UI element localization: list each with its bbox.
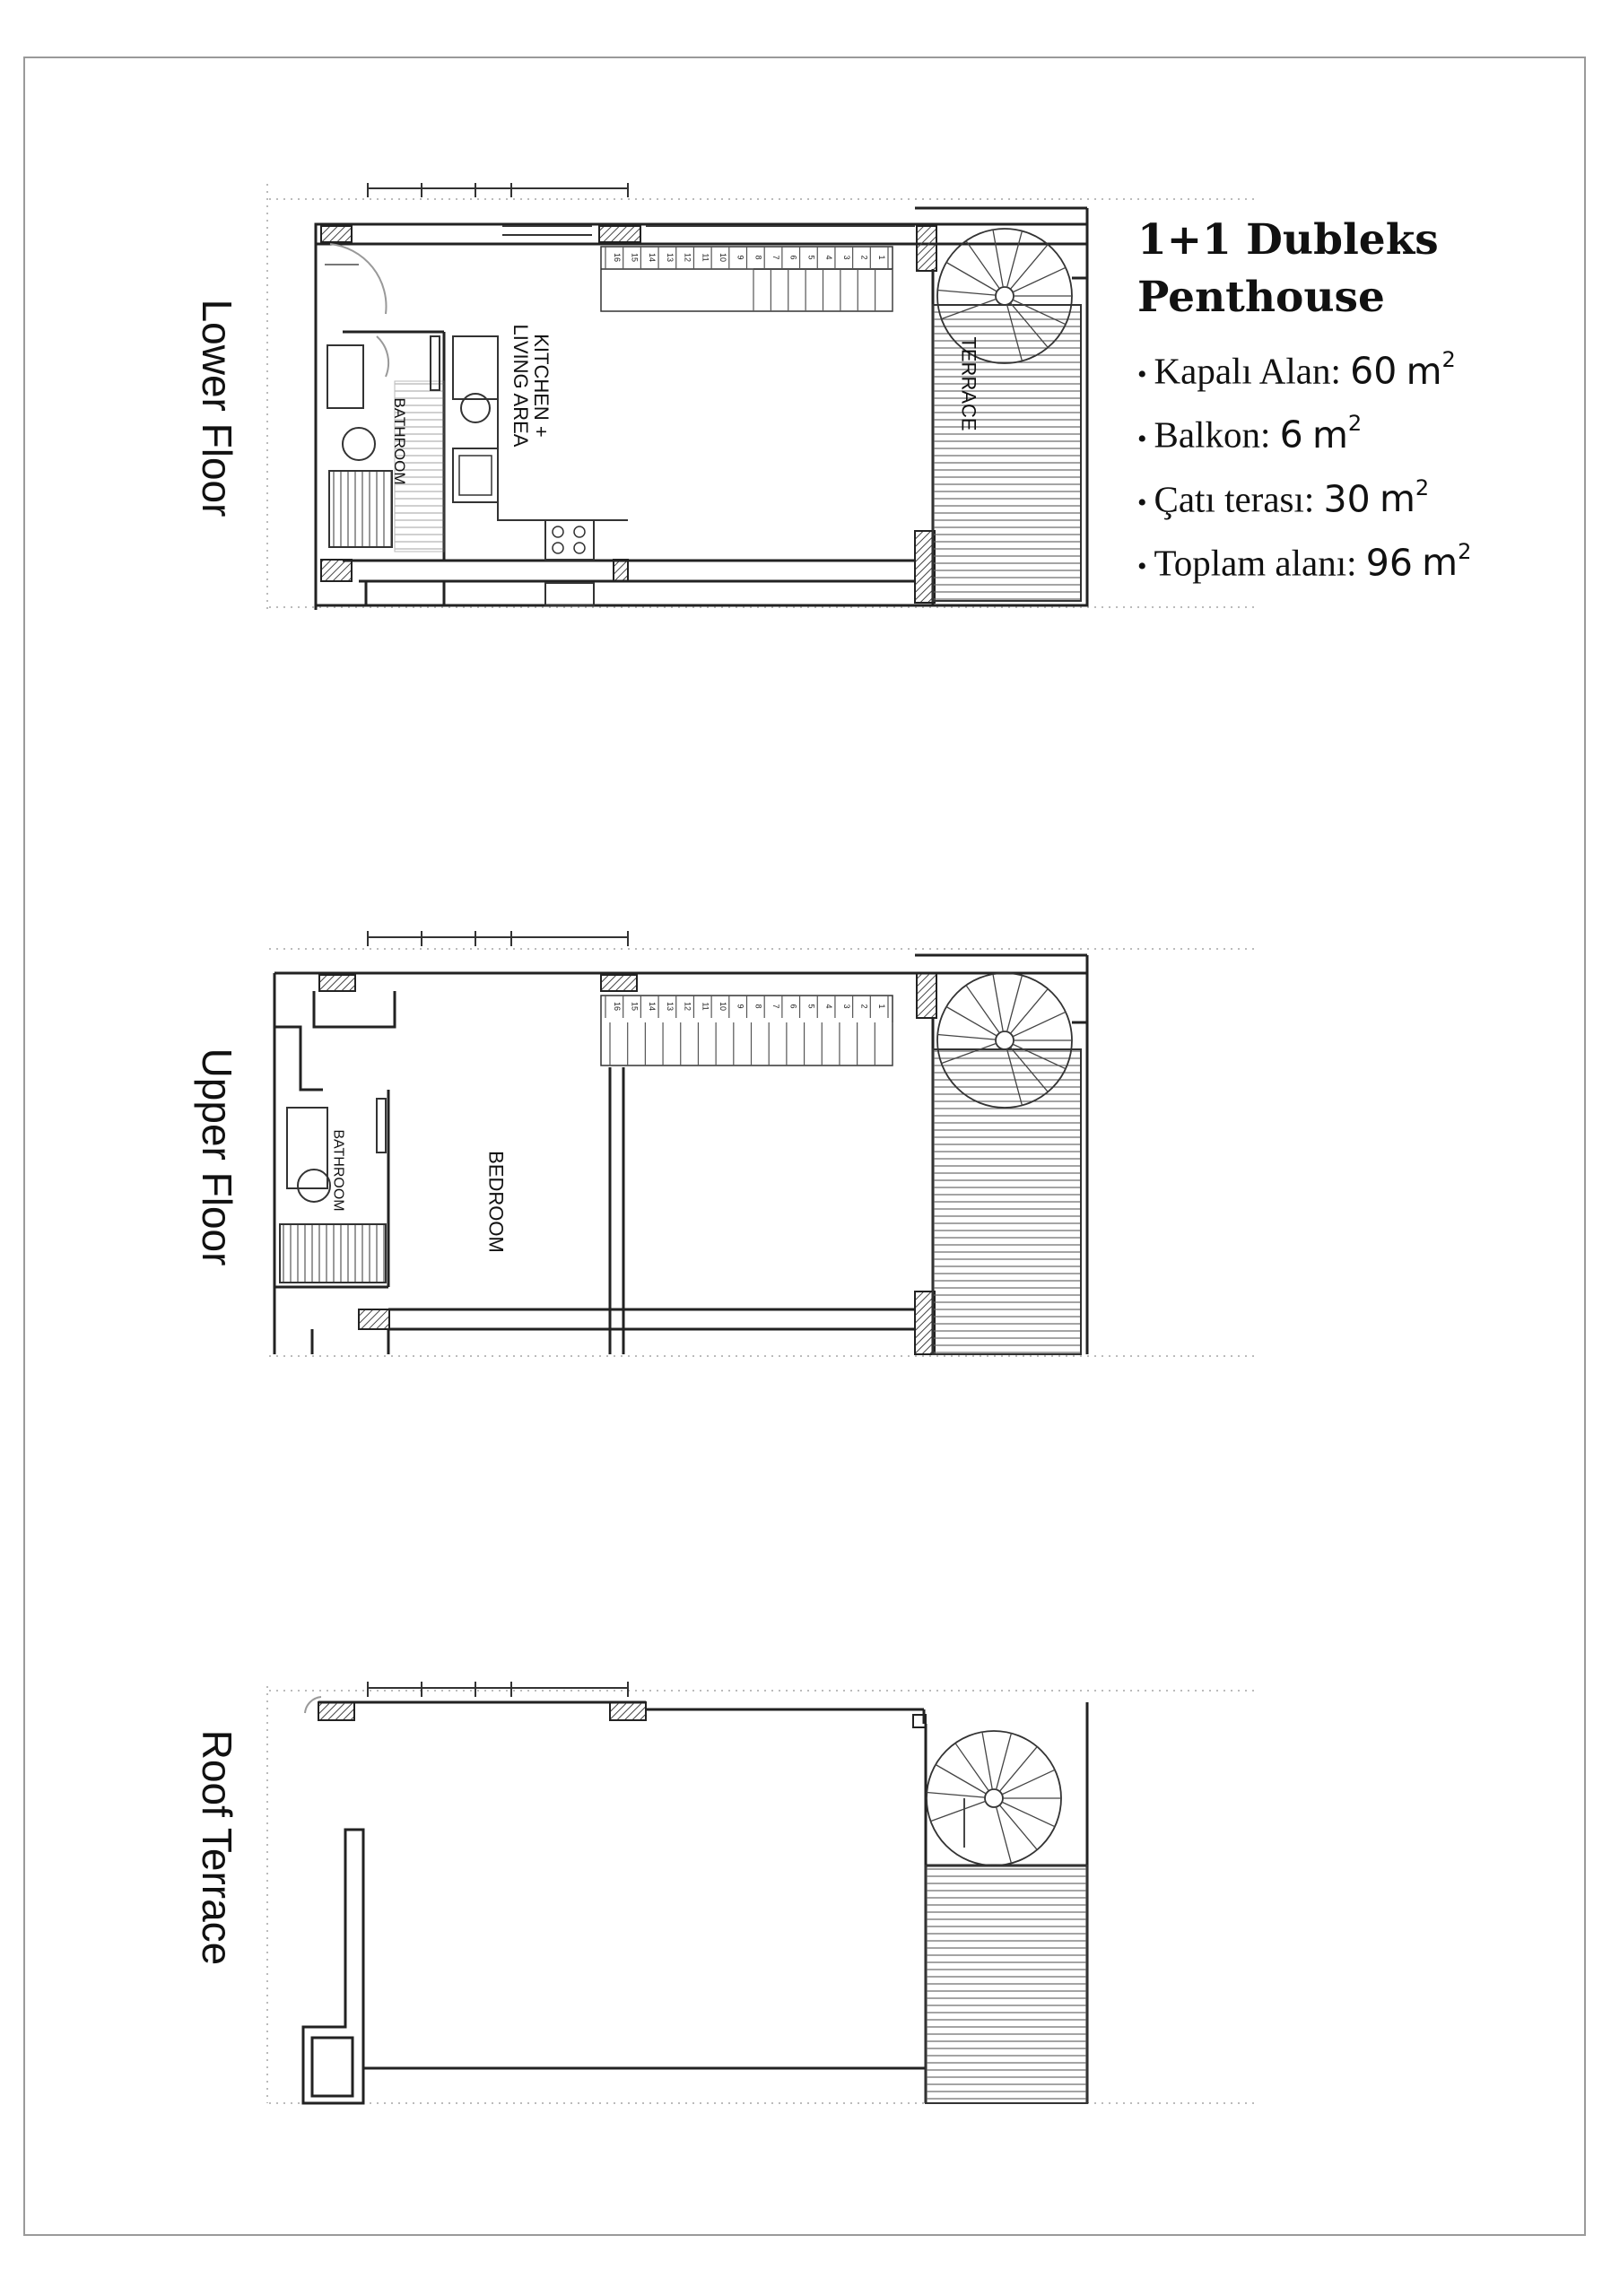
spiral-stair-tread	[1010, 989, 1048, 1034]
stair-step-number: 16	[612, 252, 622, 263]
spiral-stair-tread	[1013, 1012, 1066, 1036]
upper-floor-label: Upper Floor	[194, 1048, 240, 1266]
roof-terrace-plan	[260, 1677, 1274, 2117]
spiral-stair-tread	[927, 1792, 985, 1797]
spiral-stair-tread	[1002, 1770, 1055, 1794]
unit-title-line2: Penthouse	[1137, 273, 1385, 322]
stair-step-number: 12	[683, 252, 692, 263]
lower-floor-plan	[260, 175, 1274, 614]
stair-step-number: 11	[701, 1002, 710, 1011]
upper-floor-plan	[260, 924, 1274, 1363]
stair-step-number: 16	[612, 1001, 622, 1012]
spiral-stair-tread	[1007, 976, 1023, 1032]
stair-step-number: 7	[771, 1004, 781, 1009]
stair-step-number: 10	[718, 252, 727, 263]
stair-step-number: 4	[824, 255, 834, 260]
spiral-stair-tread	[999, 1747, 1037, 1792]
stair-step-number: 13	[665, 1001, 675, 1012]
stair-step-number: 5	[806, 1004, 816, 1009]
area-item-roof-terrace: • Çatı terası: 30 $m^2$	[1137, 474, 1430, 521]
spiral-stair-tread	[997, 1734, 1012, 1790]
stair-step-number: 13	[665, 252, 675, 263]
stair-step-number: 14	[648, 252, 657, 263]
stair-step-number: 6	[788, 1004, 798, 1009]
stair-step-number: 15	[630, 252, 640, 263]
stair-step-number: 14	[648, 1001, 657, 1012]
stair-step-number: 9	[736, 255, 745, 260]
spiral-stair-tread	[966, 986, 999, 1033]
stair-step-number: 3	[841, 255, 851, 260]
spiral-stair-tread	[982, 1732, 992, 1789]
lower-bathroom-label: BATHROOM	[390, 397, 408, 485]
spiral-stair-tread	[937, 1034, 996, 1039]
roof-terrace-label: Roof Terrace	[194, 1729, 240, 1966]
spiral-stair-tread	[997, 1807, 1012, 1864]
stair-step-number: 12	[683, 1001, 692, 1012]
stair-step-number: 4	[824, 1004, 834, 1009]
stair-step-number: 5	[806, 255, 816, 260]
stair-step-number: 15	[630, 1001, 640, 1012]
stair-step-number: 8	[753, 255, 763, 260]
spiral-stair-tread	[955, 1744, 988, 1791]
stair-step-number: 10	[718, 1001, 727, 1012]
stair-step-number: 7	[771, 255, 781, 260]
spiral-stair-tread	[993, 974, 1003, 1031]
spiral-stair-tread	[946, 1007, 997, 1037]
lower-floor-label: Lower Floor	[194, 299, 240, 517]
spiral-stair-tread	[999, 1805, 1037, 1850]
stair-step-number: 2	[859, 255, 869, 260]
area-item-closed: • Kapalı Alan: 60 $m^2$	[1137, 347, 1456, 393]
upper-bathroom-label: BATHROOM	[330, 1129, 346, 1212]
stair-step-number: 3	[841, 1004, 851, 1009]
bedroom-label: BEDROOM	[484, 1151, 508, 1253]
kitchen-living-label: KITCHEN + LIVING AREA	[509, 324, 553, 448]
stair-step-number: 2	[859, 1004, 869, 1009]
stair-step-number: 11	[701, 253, 710, 262]
area-item-balcony: • Balkon: 6 $m^2$	[1137, 411, 1363, 457]
stair-step-number: 1	[877, 1004, 887, 1009]
area-item-total: • Toplam alanı: 96 $m^2$	[1137, 538, 1472, 585]
spiral-stair-tread	[931, 1801, 986, 1821]
unit-title-line1: 1+1 Dubleks	[1137, 215, 1439, 265]
terrace-label: TERRACE	[957, 336, 980, 431]
spiral-stair-tread	[1002, 1802, 1055, 1826]
stair-step-number: 1	[877, 255, 887, 260]
stair-step-number: 6	[788, 255, 798, 260]
stair-step-number: 8	[753, 1004, 763, 1009]
spiral-stair-tread	[936, 1765, 986, 1795]
stair-step-number: 9	[736, 1004, 745, 1009]
